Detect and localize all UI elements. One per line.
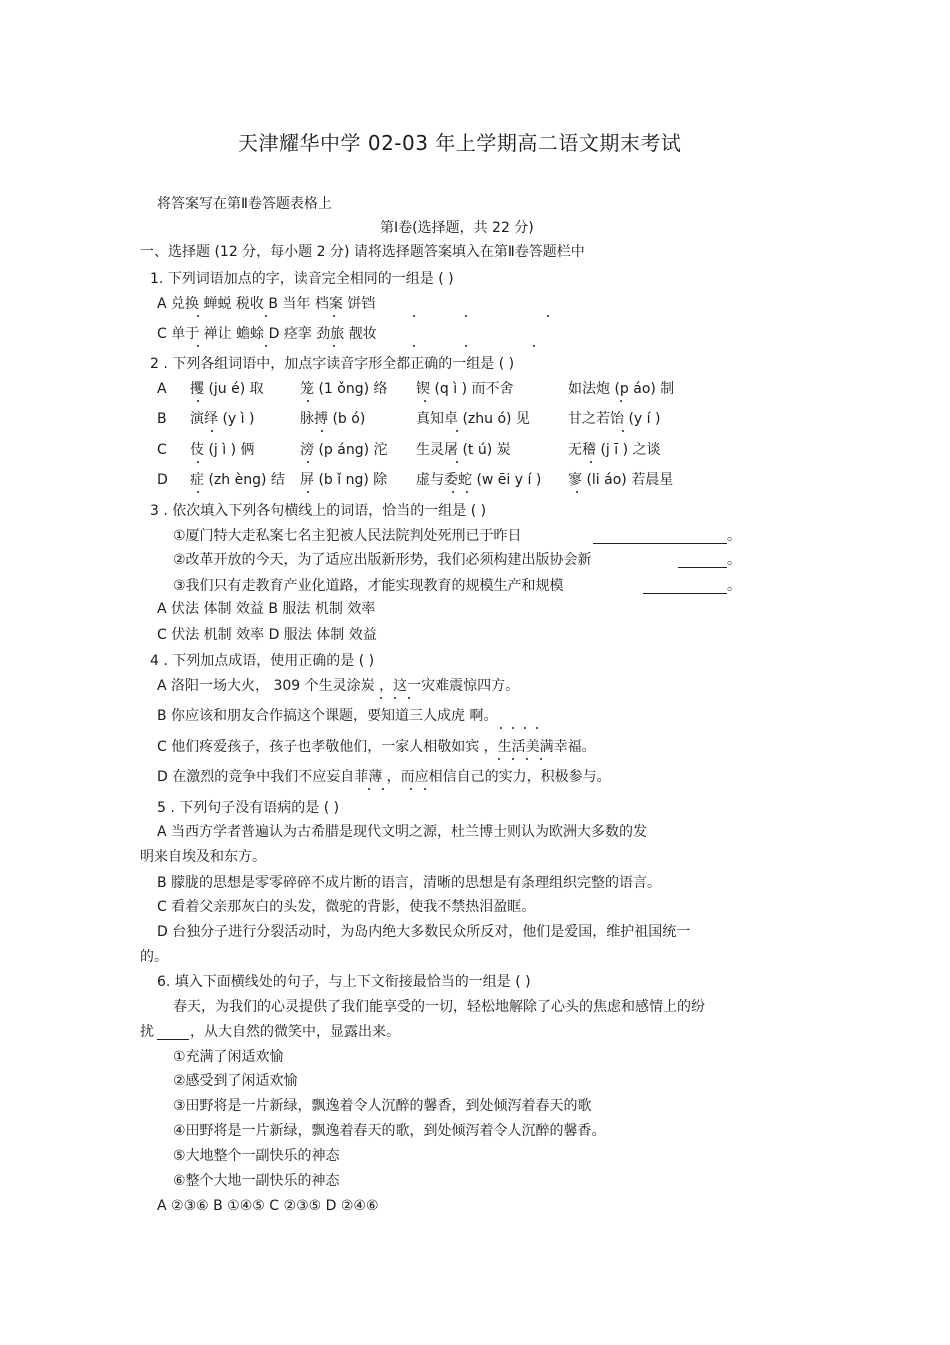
q6-passage-line1: 春天，为我们的心灵提供了我们能享受的一切，轻松地解除了心头的焦虑和感情上的纷: [173, 999, 705, 1015]
q2-a-item4: 如法炮 (p áo) 制: [568, 381, 675, 397]
q2-d-item4: 寥 (li áo) 若晨星: [568, 472, 674, 488]
q2-d-item3: 虚与委蛇 (w ēi y í ): [416, 472, 542, 488]
q3-blank-1: [593, 543, 727, 544]
emphasis-dot: [394, 697, 396, 699]
q2-b-item4: 甘之若饴 (y í ): [568, 411, 661, 427]
emphasis-dot: [410, 788, 412, 790]
emphasis-dot: [452, 491, 454, 493]
q6-choice-1: ①充满了闲适欢愉: [173, 1049, 284, 1065]
emphasis-dot: [424, 400, 426, 402]
q6-choice-2: ②感受到了闲适欢愉: [173, 1073, 298, 1089]
q6-choice-6: ⑥整个大地一副快乐的神态: [173, 1173, 340, 1189]
q3-end-2: 。: [727, 552, 741, 568]
emphasis-dot: [307, 491, 309, 493]
emphasis-dot: [540, 758, 542, 760]
emphasis-dot: [211, 430, 213, 432]
emphasis-dot: [620, 400, 622, 402]
part-one-heading: 一、选择题 (12 分，每小题 2 分) 请将选择题答案填入在第Ⅱ卷答题栏中: [140, 244, 585, 260]
q6-passage-tail: ，从大自然的微笑中，显露出来。: [190, 1024, 400, 1040]
emphasis-dot: [197, 400, 199, 402]
q3-end-1: 。: [727, 528, 741, 544]
q2-a-item3: 锲 (q ì ) 而不舍: [416, 381, 514, 397]
q5-option-a-line2: 明来自埃及和东方。: [140, 849, 266, 865]
q6-answer-options: A ②③⑥ B ①④⑤ C ②③⑤ D ②④⑥: [157, 1198, 379, 1214]
q3-sentence-3: ③我们只有走教育产业化道路，才能实现教育的规模生产和规模: [173, 578, 564, 594]
q2-b-item3: 真知卓 (zhu ó) 见: [416, 411, 530, 427]
section-title: 第Ⅰ卷(选择题，共 22 分): [380, 220, 534, 236]
q5-option-d-line1: D 台独分子进行分裂活动时，为岛内绝大多数民众所反对，他们是爱国，维护祖国统一: [157, 924, 691, 940]
emphasis-dot: [333, 315, 335, 317]
q2-b-letter: B: [157, 411, 167, 427]
emphasis-dot: [265, 345, 267, 347]
emphasis-dot: [307, 400, 309, 402]
emphasis-dot: [197, 461, 199, 463]
emphasis-dot: [333, 345, 335, 347]
emphasis-dot: [197, 315, 199, 317]
q3-sentence-1: ①厦门特大走私案七名主犯被人民法院判处死刑已于昨日: [173, 528, 522, 544]
q4-option-c: C 他们疼爱孩子，孩子也孝敬他们，一家人相敬如宾 ，生活美满幸福。: [157, 739, 596, 755]
emphasis-dot: [500, 727, 502, 729]
q2-c-item1: 伎 (j ì ) 俩: [190, 442, 255, 458]
emphasis-dot: [512, 727, 514, 729]
emphasis-dot: [321, 430, 323, 432]
q2-d-item1: 症 (zh èng) 结: [190, 472, 285, 488]
q5-option-d-line2: 的。: [140, 949, 168, 965]
q5-option-a-line1: A 当西方学者普遍认为古希腊是现代文明之源，杜兰博士则认为欧洲大多数的发: [157, 824, 648, 840]
emphasis-dot: [466, 491, 468, 493]
emphasis-dot: [424, 788, 426, 790]
emphasis-dot: [380, 697, 382, 699]
emphasis-dot: [456, 461, 458, 463]
emphasis-dot: [536, 727, 538, 729]
q2-b-item1: 演绎 (y ì ): [190, 411, 255, 427]
emphasis-dot: [512, 758, 514, 760]
emphasis-dot: [524, 727, 526, 729]
emphasis-dot: [622, 430, 624, 432]
q2-c-item3: 生灵屠 (t ú) 炭: [416, 442, 511, 458]
emphasis-dot: [197, 345, 199, 347]
emphasis-dot: [456, 430, 458, 432]
q6-choice-5: ⑤大地整个一副快乐的神态: [173, 1148, 340, 1164]
exam-title: 天津耀华中学 02-03 年上学期高二语文期末考试: [238, 131, 682, 155]
q1-options-cd: C 单于 禅让 蟾蜍 D 痉挛 劲旅 靓妆: [157, 326, 377, 342]
q3-sentence-2: ②改革开放的今天，为了适应出版新形势，我们必须构建出版协会新: [173, 552, 592, 568]
q6-choice-4: ④田野将是一片新绿，飘逸着春天的歌，到处倾泻着令人沉醉的馨香。: [173, 1123, 606, 1139]
q5-option-c: C 看着父亲那灰白的头发，微驼的背影，使我不禁热泪盈眶。: [157, 899, 536, 915]
q4-stem: 4 . 下列加点成语，使用正确的是 ( ): [150, 653, 375, 669]
emphasis-dot: [465, 345, 467, 347]
q6-choice-3: ③田野将是一片新绿，飘逸着令人沉醉的馨香，到处倾泻着春天的歌: [173, 1098, 592, 1114]
q2-d-item2: 屏 (b ǐ ng) 除: [300, 472, 388, 488]
q5-stem: 5 . 下列句子没有语病的是 ( ): [157, 800, 340, 816]
emphasis-dot: [413, 315, 415, 317]
q6-blank: [157, 1039, 189, 1040]
q6-stem: 6. 填入下面横线处的句子，与上下文衔接最恰当的一组是 ( ): [157, 974, 531, 990]
q2-b-item2: 脉搏 (b ó): [300, 411, 366, 427]
emphasis-dot: [498, 758, 500, 760]
q1-options-ab: A 兑换 蝉蜕 税收 B 当年 档案 饼铛: [157, 296, 376, 312]
q4-option-b: B 你应该和朋友合作搞这个课题，要知道三人成虎 啊。: [157, 708, 498, 724]
q2-stem: 2 . 下列各组词语中，加点字读音字形全都正确的一组是 ( ): [150, 356, 515, 372]
q6-passage-head: 扰: [140, 1024, 154, 1040]
emphasis-dot: [576, 491, 578, 493]
q3-blank-2: [678, 567, 727, 568]
answer-note: 将答案写在第Ⅱ卷答题表格上: [157, 196, 332, 212]
q2-d-letter: D: [157, 472, 168, 488]
emphasis-dot: [465, 315, 467, 317]
q3-options-cd: C 伏法 机制 效率 D 服法 体制 效益: [157, 627, 377, 643]
q4-option-a: A 洛阳一场大火， 309 个生灵涂炭 ，这一灾难震惊四方。: [157, 678, 520, 694]
emphasis-dot: [265, 315, 267, 317]
emphasis-dot: [307, 461, 309, 463]
q2-a-item1: 攫 (ju é) 取: [190, 381, 264, 397]
q3-end-3: 。: [727, 578, 741, 594]
q3-options-ab: A 伏法 体制 效益 B 服法 机制 效率: [157, 601, 376, 617]
emphasis-dot: [382, 788, 384, 790]
emphasis-dot: [413, 345, 415, 347]
q2-c-item2: 滂 (p áng) 沱: [300, 442, 388, 458]
emphasis-dot: [368, 788, 370, 790]
q5-option-b: B 朦胧的思想是零零碎碎不成片断的语言，清晰的思想是有条理组织完整的语言。: [157, 875, 662, 891]
q2-a-item2: 笼 (1 ǒng) 络: [300, 381, 388, 397]
q2-a-letter: A: [157, 381, 167, 397]
q4-option-d: D 在激烈的竞争中我们不应妄自菲薄 ，而应相信自己的实力，积极参与。: [157, 769, 611, 785]
emphasis-dot: [547, 315, 549, 317]
q1-stem: 1. 下列词语加点的字，读音完全相同的一组是 ( ): [150, 271, 454, 287]
emphasis-dot: [526, 758, 528, 760]
q2-c-letter: C: [157, 442, 167, 458]
emphasis-dot: [408, 697, 410, 699]
emphasis-dot: [533, 345, 535, 347]
emphasis-dot: [197, 491, 199, 493]
q3-blank-3: [643, 593, 727, 594]
q3-stem: 3 . 依次填入下列各句横线上的词语，恰当的一组是 ( ): [150, 503, 487, 519]
emphasis-dot: [590, 461, 592, 463]
q2-c-item4: 无稽 (j ī ) 之谈: [568, 442, 661, 458]
